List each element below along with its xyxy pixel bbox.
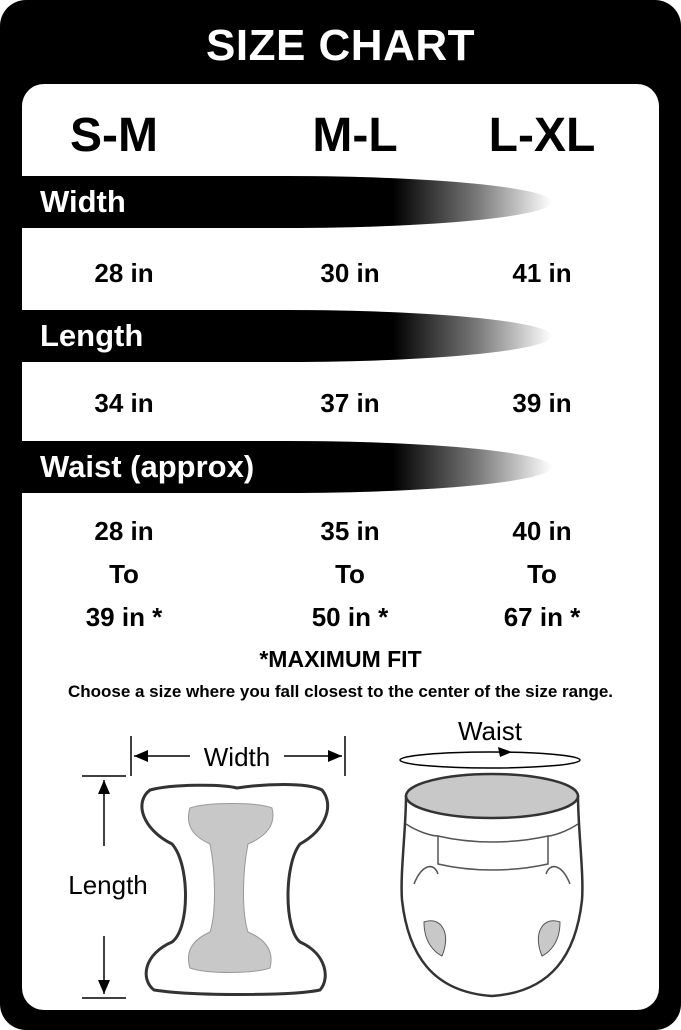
chart-title: SIZE CHART bbox=[206, 21, 475, 70]
open-diaper-illustration bbox=[142, 785, 328, 995]
width-dimension bbox=[131, 736, 345, 776]
pull-up-diaper-illustration bbox=[402, 774, 583, 996]
size-heading-l-xl: L-XL bbox=[488, 109, 596, 162]
waist-label: Waist (approx) bbox=[40, 449, 255, 484]
waist-to-word-m-l: To bbox=[335, 559, 365, 589]
width-label: Width bbox=[40, 184, 126, 219]
waist-from-l-xl: 40 in bbox=[512, 516, 572, 546]
width-value-m-l: 30 in bbox=[320, 258, 380, 288]
waist-dimension bbox=[400, 716, 580, 768]
width-diagram-label: Width bbox=[203, 742, 271, 772]
waist-to-word-l-xl: To bbox=[527, 559, 557, 589]
maximum-fit-note: *MAXIMUM FIT bbox=[259, 646, 422, 672]
length-label: Length bbox=[40, 318, 144, 353]
waist-to-s-m: 39 in * bbox=[85, 602, 163, 632]
size-chart-panel bbox=[22, 84, 659, 1010]
waist-diagram-label: Waist bbox=[457, 716, 523, 746]
size-heading-m-l: M-L bbox=[312, 109, 398, 162]
length-value-l-xl: 39 in bbox=[512, 388, 572, 418]
length-dimension bbox=[68, 776, 148, 998]
length-value-s-m: 34 in bbox=[94, 388, 154, 418]
measurement-diagram bbox=[22, 84, 659, 1010]
size-advice-text: Choose a size where you fall closest to the center of the size range. bbox=[67, 682, 614, 701]
width-value-l-xl: 41 in bbox=[512, 258, 572, 288]
width-value-s-m: 28 in bbox=[94, 258, 154, 288]
length-diagram-label: Length bbox=[68, 870, 148, 900]
waist-to-m-l: 50 in * bbox=[311, 602, 389, 632]
size-heading-s-m: S-M bbox=[70, 109, 158, 162]
waist-from-s-m: 28 in bbox=[94, 516, 154, 546]
waist-to-l-xl: 67 in * bbox=[503, 602, 581, 632]
length-value-m-l: 37 in bbox=[320, 388, 380, 418]
waist-to-word-s-m: To bbox=[109, 559, 139, 589]
waist-from-m-l: 35 in bbox=[320, 516, 380, 546]
